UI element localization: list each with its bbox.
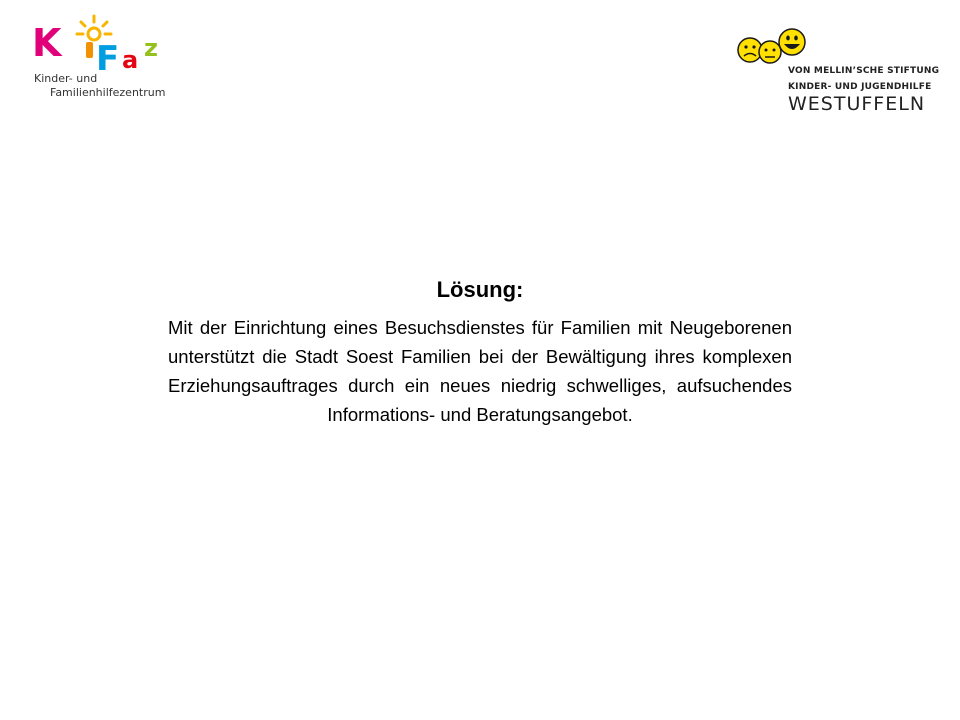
stiftung-name: VON MELLIN’SCHE STIFTUNG — [788, 66, 940, 76]
kifaz-subtitle-line2: Familienhilfezentrum — [50, 86, 166, 99]
happy-face-icon — [779, 29, 805, 55]
kifaz-logo — [30, 12, 180, 104]
stiftung-logo — [732, 26, 940, 118]
neutral-face-icon — [759, 41, 781, 63]
logo-letter-f: F — [96, 39, 120, 74]
slide-body-text: Mit der Einrichtung eines Besuchsdienstes für Familien mit Neugeborenen unterstützt die Stadt Soest Familien bei der Bewältigung ihres komplexen Erziehungsauftrages durch ein neues niedrig schwelliges, aufsuchendes Informations- und Beratungsangebot. — [168, 317, 792, 425]
logo-letter-a: a — [122, 46, 139, 74]
slide-heading: Lösung: — [436, 277, 524, 302]
sad-face-icon — [738, 38, 762, 62]
kifaz-wordmark — [30, 12, 180, 74]
smiley-faces-icon — [732, 26, 812, 66]
kifaz-subtitle-line1: Kinder- und — [34, 72, 98, 85]
logo-letter-z: z — [144, 34, 158, 62]
logo-letter-k: K — [32, 21, 62, 65]
sun-icon — [77, 16, 111, 34]
stiftung-location: WESTUFFELN — [788, 93, 926, 115]
stiftung-tagline: KINDER- UND JUGENDHILFE — [788, 82, 932, 92]
logo-letter-i — [86, 42, 93, 58]
